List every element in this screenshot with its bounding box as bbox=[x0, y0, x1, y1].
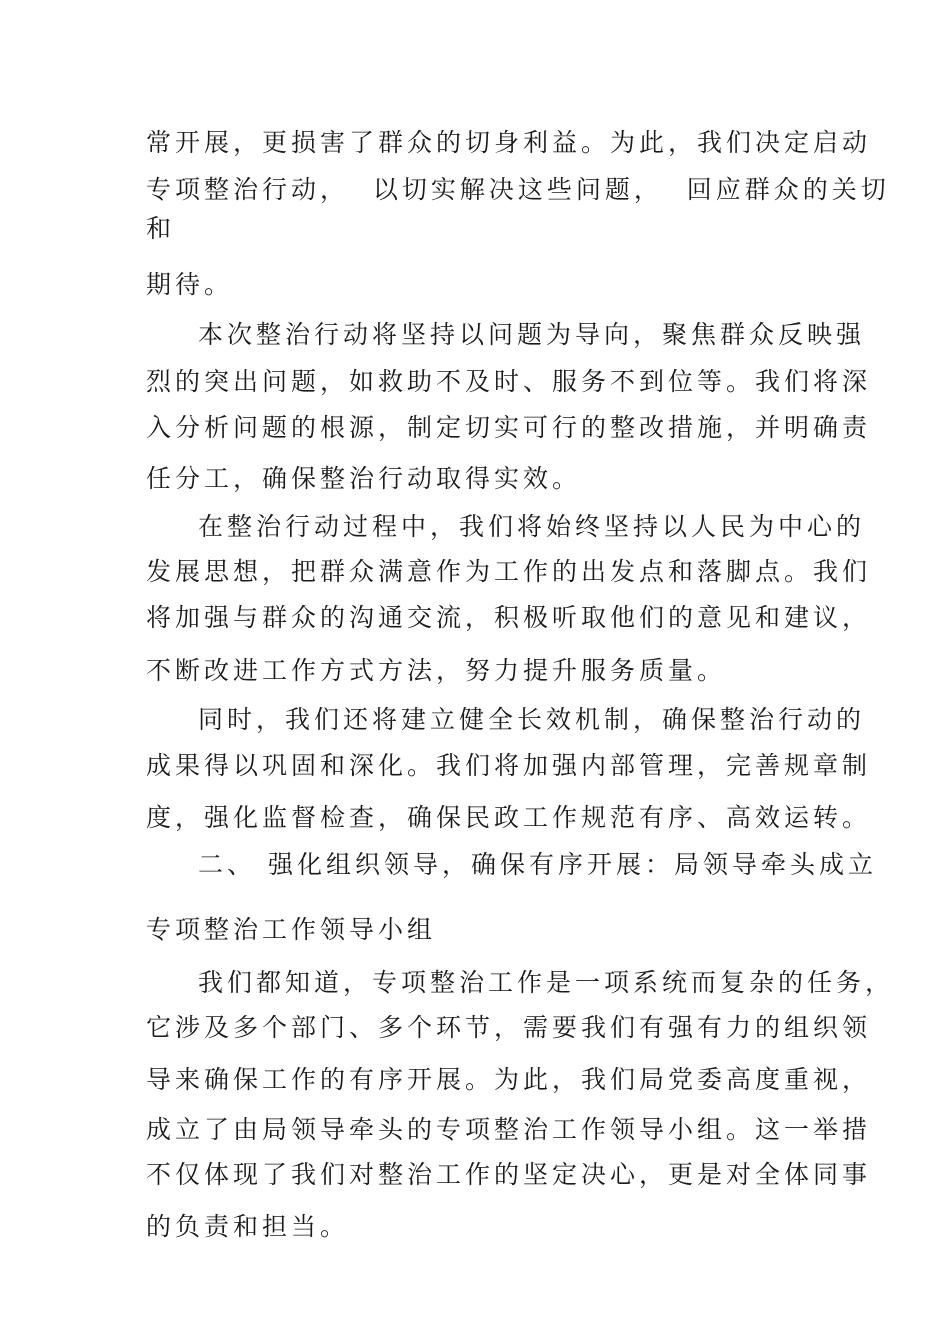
text-line: 和 bbox=[146, 214, 176, 243]
text-line: 度，强化监督检查，确保民政工作规范有序、高效运转。 bbox=[146, 803, 872, 832]
section-heading-continued: 专项整治工作领导小组 bbox=[146, 915, 437, 944]
text-line: 它涉及多个部门、多个环节，需要我们有强有力的组织领 bbox=[146, 1013, 872, 1042]
text-line: 烈的突出问题，如救助不及时、服务不到位等。我们将深 bbox=[146, 367, 872, 396]
text-line: 任分工，确保整治行动取得实效。 bbox=[146, 464, 582, 493]
text-line: 常开展，更损害了群众的切身利益。为此，我们决定启动 bbox=[146, 128, 872, 157]
paragraph-first-line: 同时，我们还将建立健全长效机制，确保整治行动的 bbox=[198, 705, 866, 734]
paragraph-first-line: 本次整治行动将坚持以问题为导向，聚焦群众反映强 bbox=[198, 320, 866, 349]
text-line: 成立了由局领导牵头的专项整治工作领导小组。这一举措 bbox=[146, 1115, 872, 1144]
text-line: 成果得以巩固和深化。我们将加强内部管理，完善规章制 bbox=[146, 751, 872, 780]
paragraph-first-line: 我们都知道，专项整治工作是一项系统而复杂的任务， bbox=[198, 968, 895, 997]
text-line: 专项整治行动， 以切实解决这些问题， 回应群众的关切 bbox=[146, 175, 890, 204]
text-line: 将加强与群众的沟通交流，积极听取他们的意见和建议， bbox=[146, 603, 872, 632]
text-line: 不断改进工作方式方法，努力提升服务质量。 bbox=[146, 656, 727, 685]
section-heading: 二、 强化组织领导，确保有序开展：局领导牵头成立 bbox=[198, 850, 877, 879]
text-line: 发展思想，把群众满意作为工作的出发点和落脚点。我们 bbox=[146, 557, 872, 586]
text-line: 期待。 bbox=[146, 270, 234, 299]
text-line: 不仅体现了我们对整治工作的坚定决心，更是对全体同事 bbox=[146, 1160, 872, 1189]
text-line: 导来确保工作的有序开展。为此，我们局党委高度重视， bbox=[146, 1065, 872, 1094]
text-line: 的负责和担当。 bbox=[146, 1212, 350, 1241]
paragraph-first-line: 在整治行动过程中，我们将始终坚持以人民为中心的 bbox=[198, 512, 866, 541]
text-line: 入分析问题的根源，制定切实可行的整改措施，并明确责 bbox=[146, 413, 872, 442]
